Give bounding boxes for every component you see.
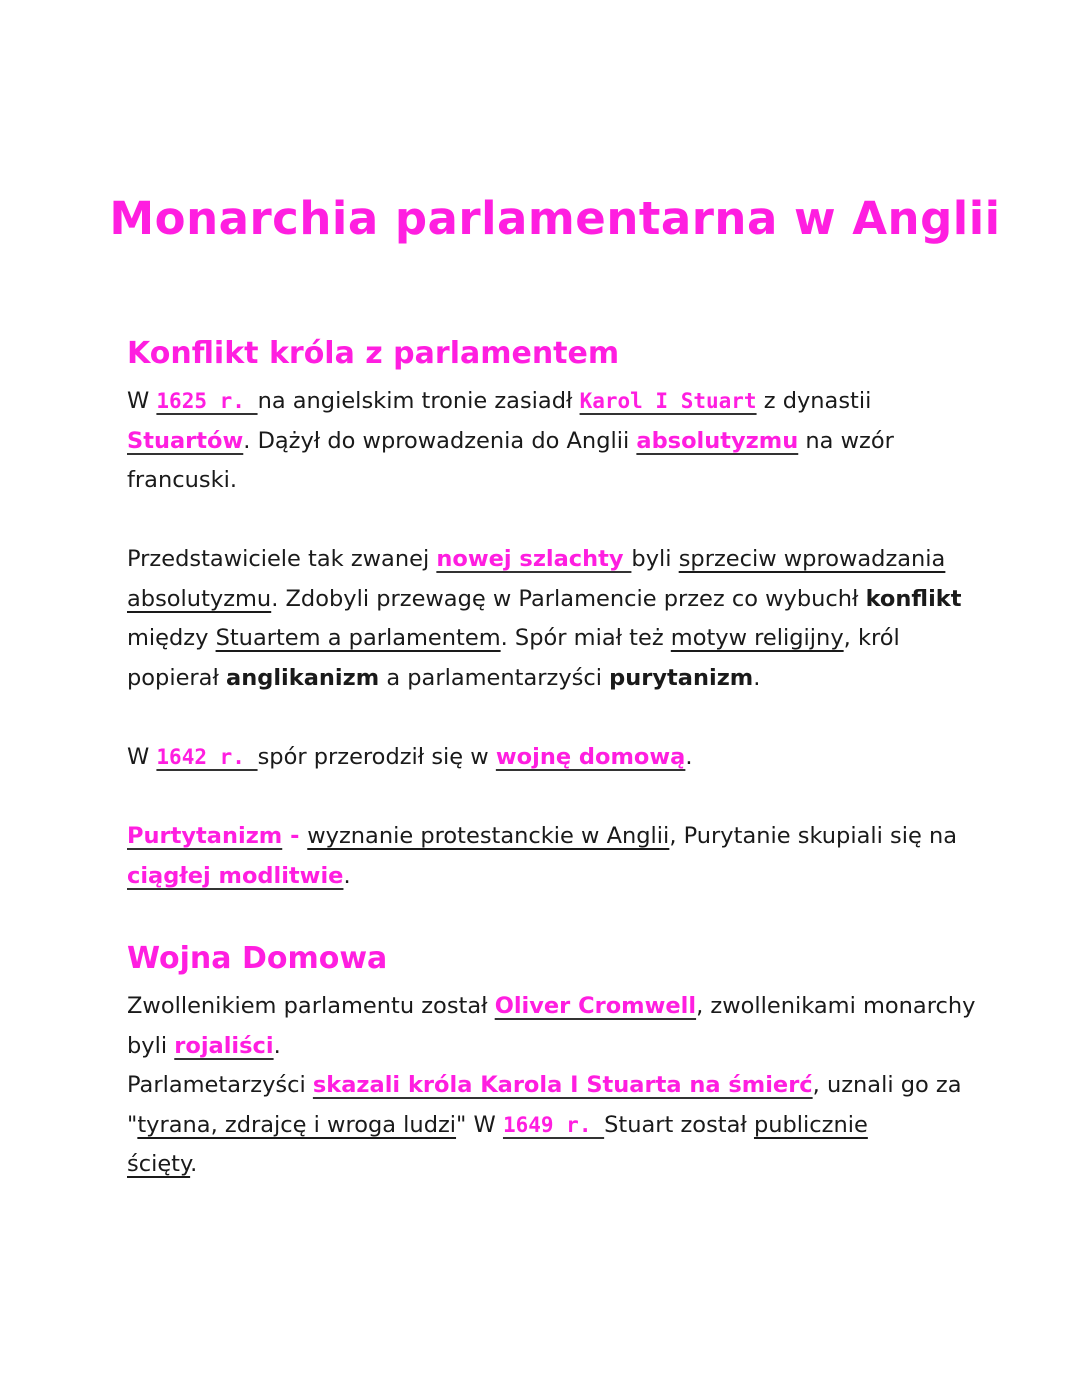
text: na wzór: [798, 427, 894, 454]
text: Przedstawiciele tak zwanej: [127, 546, 437, 572]
section-heading-civil-war: Wojna Domowa: [127, 941, 388, 976]
dash: -: [282, 823, 308, 849]
highlight-karol-stuart: Karol I Stuart: [579, 389, 757, 413]
underlined-definition: wyznanie protestanckie w Anglii: [307, 823, 670, 849]
highlight-purtytanizm: Purtytanizm: [127, 823, 283, 849]
bold-anglikanizm: anglikanizm: [226, 664, 380, 691]
text: ": [456, 1111, 467, 1138]
text: , uznali go za: [812, 1072, 962, 1098]
text: W: [127, 744, 157, 770]
text: . Dążył do wprowadzenia do Anglii: [243, 427, 637, 454]
underlined-absolutyzmu: absolutyzmu: [127, 585, 272, 612]
highlight-year-1642: 1642 r.: [156, 745, 258, 769]
text: na angielskim tronie zasiadł: [257, 388, 580, 414]
text: .: [685, 744, 693, 770]
paragraph-1642: [127, 738, 967, 778]
underlined-sciety: ścięty: [127, 1151, 191, 1177]
text: W: [466, 1111, 503, 1138]
highlight-rojalisci: rojaliści: [174, 1032, 274, 1059]
text: między: [127, 625, 216, 651]
text: W: [127, 388, 157, 414]
paragraph-purytanizm: [127, 817, 967, 896]
bold-konflikt: konflikt: [865, 585, 962, 612]
text: popierał: [127, 664, 227, 691]
text: , Purytanie skupiali się na: [669, 823, 958, 849]
text: byli: [631, 546, 679, 572]
text: ": [127, 1111, 138, 1138]
underlined-publicznie: publicznie: [753, 1111, 868, 1138]
text: spór przerodził się w: [257, 744, 496, 770]
text: Stuart został: [604, 1111, 754, 1138]
highlight-year-1625: 1625 r.: [156, 389, 258, 413]
highlight-absolutyzmu: absolutyzmu: [636, 427, 799, 454]
underlined-stuart-parlament: Stuartem a parlamentem: [215, 625, 501, 651]
paragraph-cromwell: [127, 987, 976, 1066]
bold-purytanizm: purytanizm: [609, 664, 754, 691]
text: .: [753, 664, 761, 691]
section-heading-conflict: Konflikt króla z parlamentem: [127, 336, 620, 371]
underlined-sprzeciw: sprzeciw wprowadzania: [678, 546, 946, 572]
highlight-year-1649: 1649 r.: [502, 1112, 605, 1137]
text: .: [273, 1032, 281, 1059]
page-title: Monarchia parlamentarna w Anglii: [109, 192, 1001, 245]
paragraph-karol-stuart: [127, 382, 967, 501]
text: a parlamentarzyści: [379, 664, 610, 691]
highlight-stuartow: Stuartów: [127, 427, 244, 454]
paragraph-execution: [127, 1066, 967, 1185]
text: francuski.: [127, 467, 238, 493]
paragraph-nowa-szlachta: [127, 540, 967, 698]
highlight-ciaglej-modlitwie: ciągłej modlitwie: [127, 862, 344, 889]
text: . Zdobyli przewagę w Parlamencie przez co wybuchł: [271, 585, 866, 612]
text: , zwollenikami monarchy: [696, 993, 976, 1019]
highlight-oliver-cromwell: Oliver Cromwell: [494, 993, 697, 1019]
highlight-skazali-krola: skazali króla Karola I Stuarta na śmierć: [312, 1072, 813, 1098]
underlined-motyw-religijny: motyw religijny: [670, 625, 844, 651]
underlined-quote: tyrana, zdrajcę i wroga ludzi: [137, 1111, 457, 1138]
text: Parlametarzyści: [127, 1072, 313, 1098]
text: z dynastii: [756, 388, 872, 414]
text: . Spór miał też: [500, 625, 671, 651]
highlight-wojne-domowa: wojnę domową: [495, 744, 686, 770]
text: byli: [127, 1032, 175, 1059]
text: Zwollenikiem parlamentu został: [127, 993, 495, 1019]
highlight-nowej-szlachty: nowej szlachty: [436, 546, 632, 572]
text: .: [343, 862, 351, 889]
text: , król: [843, 625, 900, 651]
text: .: [190, 1151, 198, 1177]
